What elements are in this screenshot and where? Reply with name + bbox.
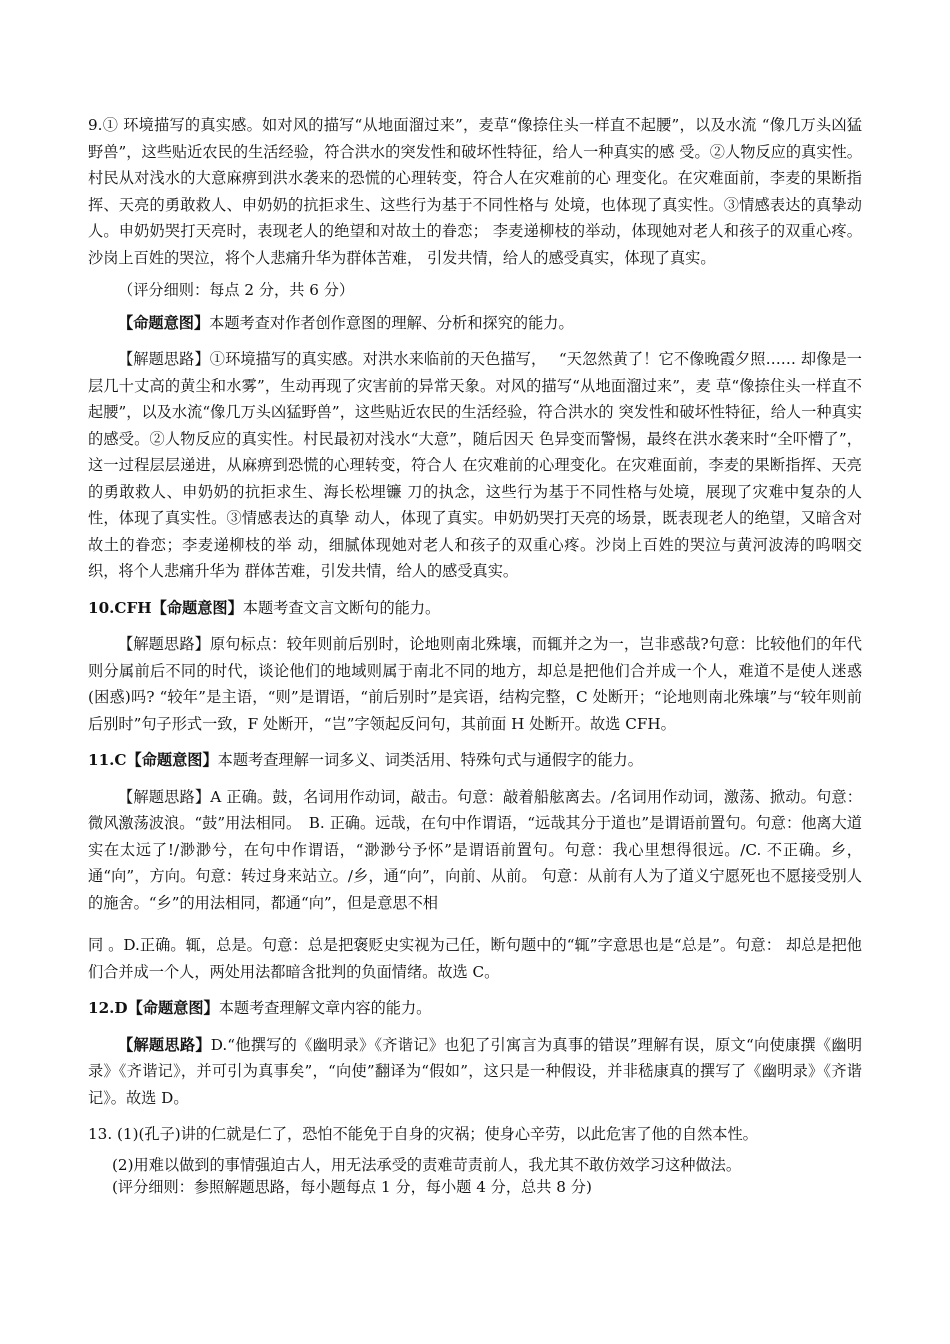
q11-head-text: 本题考查理解一词多义、词类活用、特殊句式与通假字的能力。 <box>217 751 643 769</box>
q11-analysis-continued: 同 。D.正确。辄，总是。句意：总是把褒贬史实视为己任，断句题中的“辄”字意思也是“总是”。句意： 却总是把他们合并成一个人，两处用法都暗含批判的负面情绪。故选 C。 <box>88 936 862 981</box>
q11-header <box>88 747 862 774</box>
q12-head-text: 本题考查理解文章内容的能力。 <box>218 999 432 1017</box>
q9-intent-text: 本题考查对作者创作意图的理解、分析和探究的能力。 <box>209 313 574 332</box>
q13-scoring: (评分细则：参照解题思路，每小题每点 1 分，每小题 4 分，总共 8 分) <box>112 1177 592 1196</box>
q12-analysis-label: 【解题思路】 <box>118 1035 211 1054</box>
q11-head: 11.C【命题意图】 <box>88 751 218 769</box>
q9-intent <box>88 310 862 337</box>
q10-head: 10.CFH【命题意图】 <box>88 598 243 617</box>
q13-answer-2: (2)用难以做到的事情强迫古人，用无法承受的责难苛责前人，我尤其不敢仿效学习这种做法。 <box>112 1155 742 1174</box>
q10-analysis: 【解题思路】原句标点：较年则前后别时，论地则南北殊壤，而辄并之为一，岂非惑哉?句意：比较他们的年代则分属前后不同的时代，谈论他们的地域则属于南北不同的地方，却总是把他们合并成一个人，难道不是使人迷惑(困惑)吗? “较年”是主语，“则”是谓语，“前后别时”是宾语，结构完整，C 处断开；“论地则南北殊壤”与“较年则前后别时”句子形式一致，F 处断开，“岂”字领起反问句，其前面 H 处断开。故选 CFH。 <box>88 635 862 733</box>
q10-header <box>88 595 862 622</box>
q12-analysis-text: D.“他撰写的《幽明录》《齐谐记》也犯了引寓言为真事的错误”理解有误，原文“向使康撰《幽明录》《齐谐记》，并可引为真事矣”，“向使”翻译为“假如”，这只是一种假设，并非嵇康真的撰写了《幽明录》《齐谐记》。故选 D。 <box>88 1035 863 1107</box>
q10-head-text: 本题考查文言文断句的能力。 <box>242 598 441 617</box>
q11-analysis: 【解题思路】A 正确。鼓，名词用作动词，敲击。句意：敲着船舷离去。/名词用作动词，激荡、掀动。句意：微风激荡波浪。“鼓”用法相同。 B. 正确。远哉，在句中作谓语，“远哉其分于道也”是谓语前置句。句意：他离大道实在太远了!/渺渺兮，在句中作谓语，“渺渺兮予怀”是谓语前置句。句意：我心里想得很远。/C. 不正确。乡，通“向”，方向。句意：转过身来站立。/乡，通“向”，向前、从前。 句意：从前有人为了道义宁愿死也不愿接受别人的施舍。“乡”的用法相同，都通“向”，但是意思不相 <box>88 787 862 912</box>
q9-analysis: 【解题思路】①环境描写的真实感。对洪水来临前的天色描写， “天忽然黄了！它不像晚霞夕照…… 却像是一层几十丈高的黄尘和水雾”，生动再现了灾害前的异常天象。对风的描写“从地面溜过来”，麦 草“像捺住头一样直不起腰”，以及水流“像几万头凶猛野兽”，这些贴近农民的生活经验，符合洪水的 突发性和破坏性特征，给人一种真实的感受。②人物反应的真实性。村民最初对浅水“大意”，随后因天 色异变而警惕，最终在洪水袭来时“全吓懵了”，这一过程层层递进，从麻痹到恐慌的心理转变，符合人 在灾难前的心理变化。在灾难面前，李麦的果断指挥、天亮的勇敢救人、申奶奶的抗拒求生、海长松埋镰 刀的执念，这些行为基于不同性格与处境，展现了灾难中复杂的人性，体现了真实性。③情感表达的真挚 动人，体现了真实。申奶奶哭打天亮的场景，既表现老人的绝望，又暗含对故土的眷恋；李麦递柳枝的举 动，细腻体现她对老人和孩子的双重心疼。沙岗上百姓的哭泣与黄河波涛的呜咽交织，将个人悲痛升华为 群体苦难，引发共情，给人的感受真实。 <box>88 350 862 580</box>
q9-scoring: （评分细则：每点 2 分，共 6 分） <box>118 281 355 299</box>
q9-intent-label: 【命题意图】 <box>118 313 210 332</box>
q12-header <box>88 995 862 1022</box>
answer-page <box>88 112 862 1198</box>
q9-answer: 9.① 环境描写的真实感。如对风的描写“从地面溜过来”，麦草“像捺住头一样直不起腰”，以及水流 “像几万头凶猛野兽”，这些贴近农民的生活经验，符合洪水的突发性和破坏性特征，给人一种真实的感 受。②人物反应的真实性。村民从对浅水的大意麻痹到洪水袭来的恐慌的心理转变，符合人在灾难前的心 理变化。在灾难面前，李麦的果断指挥、天亮的勇敢救人、申奶奶的抗拒求生、这些行为基于不同性格与 处境，也体现了真实性。③情感表达的真挚动人。申奶奶哭打天亮时，表现老人的绝望和对故土的眷恋； 李麦递柳枝的举动，体现她对老人和孩子的双重心疼。沙岗上百姓的哭泣，将个人悲痛升华为群体苦难， 引发共情，给人的感受真实，体现了真实。 <box>88 116 862 267</box>
q13-answer-1: 13. (1)(孔子)讲的仁就是仁了，恐怕不能免于自身的灾祸；使身心辛劳，以此危害了他的自然本性。 <box>88 1125 758 1143</box>
q12-head: 12.D【命题意图】 <box>88 999 219 1017</box>
q12-analysis <box>88 1032 862 1112</box>
